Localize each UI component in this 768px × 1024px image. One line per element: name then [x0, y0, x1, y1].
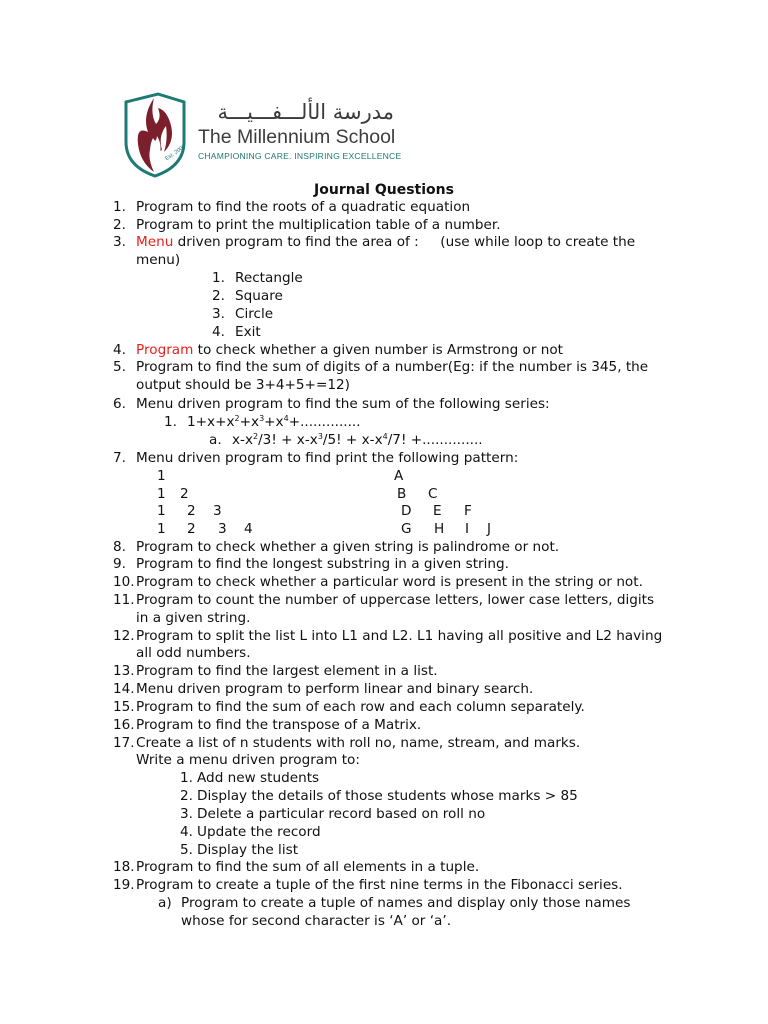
question-number: 15. [113, 699, 135, 715]
question-number: 8. [113, 539, 126, 555]
pattern-number: 2 [180, 486, 189, 502]
sub-item-text: Circle [235, 306, 274, 322]
pattern-letter: C [428, 486, 438, 502]
question-number: 6. [113, 396, 126, 412]
question-number: 2. [113, 217, 126, 233]
sub-item-number: 2. [212, 288, 225, 304]
pattern-number: 3 [213, 503, 222, 519]
question-text: Menu driven program to find print the following pattern: [136, 450, 519, 466]
series-term: x-x [232, 432, 253, 448]
pattern-letter: D [401, 503, 412, 519]
pattern-letter: H [434, 521, 445, 537]
highlighted-word: Menu [136, 234, 174, 250]
series-number: 1. [164, 414, 177, 430]
pattern-number: 1 [157, 521, 166, 537]
series-term: /7! +.............. [387, 432, 483, 448]
question-text: Program to find the roots of a quadratic equation [136, 199, 471, 215]
question-text: Program to split the list L into L1 and L2. L1 having all positive and L2 having [136, 628, 663, 644]
question-text-cont: in a given string. [136, 610, 251, 626]
pattern-letter: E [433, 503, 442, 519]
question-number: 4. [113, 342, 126, 358]
question-text: Program to check whether a given string is palindrome or not. [136, 539, 560, 555]
question-text-cont: all odd numbers. [136, 645, 251, 661]
question-text: Program to find the sum of digits of a number(Eg: if the number is 345, the [136, 359, 649, 375]
question-text: Program to find the largest element in a list. [136, 663, 438, 679]
sub-item-number: a) [158, 895, 172, 911]
sub-item-number: 1. [180, 770, 193, 786]
question-number: 7. [113, 450, 126, 466]
question-number: 12. [113, 628, 135, 644]
sub-item-text: Rectangle [235, 270, 303, 286]
exponent: 3 [317, 432, 323, 441]
pattern-letter: B [397, 486, 407, 502]
sub-item-number: 1. [212, 270, 225, 286]
question-number: 17. [113, 735, 135, 751]
sub-item-number: 3. [180, 806, 193, 822]
question-text-cont: Write a menu driven program to: [136, 752, 360, 768]
pattern-number: 2 [187, 503, 196, 519]
question-number: 19. [113, 877, 135, 893]
sub-item-text: Display the list [197, 842, 299, 858]
series-term: +x [239, 414, 260, 430]
pattern-letter: I [465, 521, 470, 537]
question-text: Program to print the multiplication table of a number. [136, 217, 501, 233]
series-number: a. [209, 432, 222, 448]
established-label: Est. 2000 [164, 143, 187, 163]
pattern-number: 4 [244, 521, 253, 537]
school-name: The Millennium School [198, 126, 396, 148]
sub-item-text: Square [235, 288, 283, 304]
question-text-rest: to check whether a given number is Armstrong or not [193, 342, 564, 358]
question-text: Create a list of n students with roll no, name, stream, and marks. [136, 735, 581, 751]
exponent: 2 [234, 414, 240, 423]
question-text: Program to find the sum of each row and each column separately. [136, 699, 585, 715]
series-term: /5! + x-x [322, 432, 383, 448]
pattern-number: 2 [187, 521, 196, 537]
pattern-number: 1 [157, 486, 166, 502]
pattern-number: 1 [157, 503, 166, 519]
sub-item-number: 4. [212, 324, 225, 340]
pattern-letter: J [487, 521, 492, 537]
sub-item-text: Delete a particular record based on roll no [197, 806, 486, 822]
question-text-cont: output should be 3+4+5+=12) [136, 377, 350, 393]
question-text: Program to count the number of uppercase letters, lower case letters, digits [136, 592, 655, 608]
series-term: 1+x+x [187, 414, 235, 430]
sub-item-number: 2. [180, 788, 193, 804]
question-number: 5. [113, 359, 126, 375]
question-number: 1. [113, 199, 126, 215]
question-number: 18. [113, 859, 135, 875]
series-term: +x [264, 414, 284, 430]
sub-item-text: Exit [235, 324, 261, 340]
exponent: 4 [382, 432, 388, 441]
sub-item-text: Add new students [197, 770, 320, 786]
sub-item-number: 3. [212, 306, 225, 322]
pattern-letter: A [394, 468, 404, 484]
series-term: /3! + x-x [258, 432, 318, 448]
question-number: 9. [113, 556, 126, 572]
sub-item-number: 4. [180, 824, 193, 840]
pattern-letter: G [401, 521, 412, 537]
pattern-number: 1 [157, 468, 166, 484]
series-term: +.............. [288, 414, 361, 430]
series-formula [187, 414, 361, 432]
question-text: Menu driven program to find the sum of the following series: [136, 396, 550, 412]
sub-item-text-cont: whose for second character is ‘A’ or ‘a’. [181, 913, 452, 929]
question-number: 13. [113, 663, 135, 679]
series-formula [232, 432, 483, 450]
question-number: 10. [113, 574, 135, 590]
exponent: 4 [283, 414, 289, 423]
question-number: 14. [113, 681, 135, 697]
question-text-rest: driven program to find the area of : (use while loop to create the [173, 234, 636, 250]
sub-item-text: Program to create a tuple of names and display only those names [181, 895, 631, 911]
question-text: Program to create a tuple of the first nine terms in the Fibonacci series. [136, 877, 623, 893]
question-number: 3. [113, 234, 126, 250]
question-text-cont: menu) [136, 252, 181, 268]
pattern-letter: F [464, 503, 472, 519]
highlighted-word: Program [136, 342, 194, 358]
sub-item-text: Display the details of those students whose marks > 85 [197, 788, 578, 804]
sub-item-number: 5. [180, 842, 193, 858]
question-text: Program to check whether a particular word is present in the string or not. [136, 574, 643, 590]
sub-item-text: Update the record [197, 824, 321, 840]
question-number: 11. [113, 592, 135, 608]
exponent: 2 [253, 432, 259, 441]
page-title: Journal Questions [314, 182, 454, 198]
question-text: Program to find the transpose of a Matrix. [136, 717, 422, 733]
school-tagline: CHAMPIONING CARE. INSPIRING EXCELLENCE [198, 151, 402, 161]
arabic-school-name: مدرسة الألـــفـــيـــة [217, 100, 394, 124]
question-text: Program to find the longest substring in a given string. [136, 556, 509, 572]
question-number: 16. [113, 717, 135, 733]
question-text: Program to find the sum of all elements in a tuple. [136, 859, 480, 875]
exponent: 3 [259, 414, 265, 423]
question-text [136, 342, 563, 360]
question-text [136, 234, 635, 252]
pattern-number: 3 [218, 521, 227, 537]
question-text: Menu driven program to perform linear and binary search. [136, 681, 534, 697]
